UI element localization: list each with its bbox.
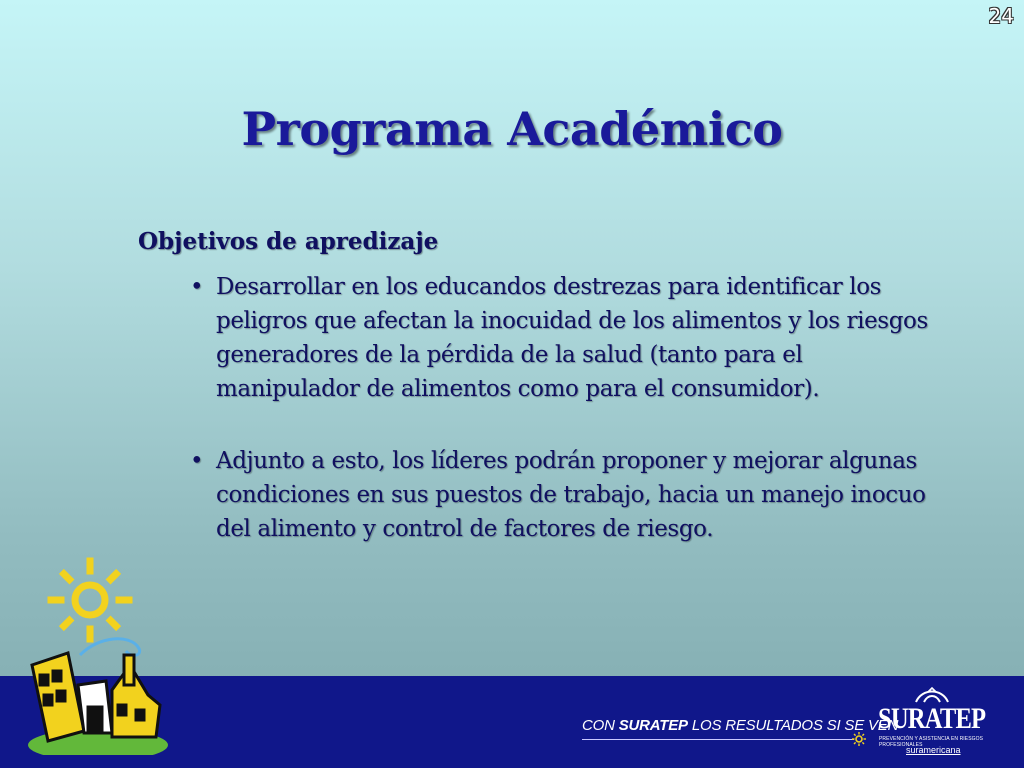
bullet-text: Desarrollar en los educandos destrezas para identificar los peligros que afectan la inocuidad de los alimentos y los riesgos generadores de la pérdida de la salud (tanto para el manipulador de alimentos como para el consumidor). xyxy=(216,274,928,402)
sun-icon xyxy=(48,558,132,642)
bullet-item xyxy=(188,270,928,406)
bullet-marker: • xyxy=(190,448,204,474)
slide-number: 24 xyxy=(988,4,1014,28)
slogan-prefix: CON xyxy=(582,717,619,734)
footer-slogan xyxy=(582,717,898,734)
slide-title: Programa Académico xyxy=(241,102,783,156)
small-sun-icon xyxy=(852,731,866,750)
logo-name: SURATEP xyxy=(878,702,986,735)
bullet-text: Adjunto a esto, los líderes podrán proponer y mejorar algunas condiciones en sus puestos de trabajo, hacia un manejo inocuo del alimento y control de factores de riesgo. xyxy=(216,448,926,542)
bullet-marker: • xyxy=(190,274,204,300)
slogan-suffix: LOS RESULTADOS SI SE VEN xyxy=(687,717,899,734)
bullet-item xyxy=(188,444,928,546)
slogan-underline xyxy=(582,739,854,740)
factory-buildings-illustration xyxy=(20,555,180,759)
logo-parent-company: suramericana xyxy=(906,745,961,755)
section-subtitle: Objetivos de apredizaje xyxy=(138,228,439,255)
logo-tagline: PREVENCIÓN Y ASISTENCIA EN RIESGOS PROFESIONALES xyxy=(879,736,984,748)
slogan-brand: SURATEP xyxy=(618,717,688,734)
bullet-list xyxy=(188,270,928,546)
